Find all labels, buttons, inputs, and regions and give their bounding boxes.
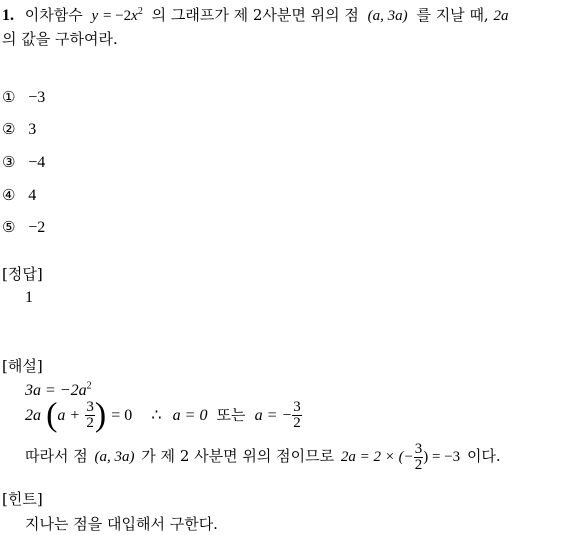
eq2-lead: 2a bbox=[25, 407, 41, 424]
choice-value: −2 bbox=[28, 219, 46, 236]
explanation-label: [해설] bbox=[2, 357, 43, 375]
choice-2[interactable] bbox=[2, 120, 36, 139]
function-eq: = −2 bbox=[102, 8, 132, 24]
eq2-a1-den: 2 bbox=[293, 415, 301, 431]
line3-num: 3 bbox=[414, 440, 423, 457]
line3-fraction bbox=[414, 442, 424, 473]
hint-label: [힌트] bbox=[2, 490, 43, 508]
eq2-inner: a + bbox=[57, 407, 81, 424]
question-point: (a, 3a) bbox=[367, 8, 408, 24]
choice-mark: ① bbox=[2, 88, 16, 106]
eq2-fraction-den: 2 bbox=[86, 415, 94, 431]
therefore-symbol: ∴ bbox=[151, 407, 162, 424]
question-number: 1. bbox=[2, 7, 14, 24]
hint-text: 지나는 점을 대입해서 구한다. bbox=[25, 515, 218, 533]
choice-value: 4 bbox=[28, 187, 37, 204]
right-paren: ) bbox=[94, 396, 107, 434]
question-line-1 bbox=[2, 4, 508, 25]
choice-value: −3 bbox=[28, 89, 46, 106]
choice-1[interactable] bbox=[2, 88, 45, 107]
line3-end: 이다. bbox=[466, 447, 501, 465]
line3-pre: 따라서 점 bbox=[25, 447, 88, 465]
line3-mid: 가 제 2 사분면 위의 점이므로 bbox=[141, 447, 335, 465]
left-paren: ( bbox=[46, 396, 58, 434]
choice-value: 3 bbox=[28, 121, 37, 138]
explanation-eq2 bbox=[25, 395, 302, 435]
eq2-or: 또는 bbox=[216, 406, 246, 424]
answer-label: [정답] bbox=[2, 265, 43, 283]
choice-value: −4 bbox=[28, 154, 46, 171]
eq2-a1: a = − bbox=[254, 407, 293, 424]
choice-mark: ④ bbox=[2, 186, 16, 204]
function-lhs: y bbox=[91, 8, 99, 24]
question-text-mid: 의 그래프가 제 2사분면 위의 점 bbox=[151, 6, 359, 24]
function-var: x bbox=[131, 8, 138, 24]
eq2-tail: = 0 bbox=[111, 407, 133, 424]
choice-4[interactable] bbox=[2, 186, 36, 205]
question-text-pre: 이차함수 bbox=[24, 6, 83, 24]
choice-mark: ③ bbox=[2, 153, 16, 171]
question-line-2 bbox=[2, 28, 118, 49]
eq2-a0: a = 0 bbox=[172, 407, 208, 424]
choice-mark: ⑤ bbox=[2, 218, 16, 236]
explanation-line3 bbox=[25, 436, 501, 476]
question-text-post: 를 지날 때, bbox=[416, 6, 489, 24]
line3-point: (a, 3a) bbox=[94, 449, 135, 465]
eq1-exp: 2 bbox=[86, 380, 92, 392]
choice-mark: ② bbox=[2, 120, 16, 138]
eq2-fraction bbox=[85, 400, 95, 431]
choice-3[interactable] bbox=[2, 153, 45, 172]
line3-math-a: 2a = 2 × (− bbox=[340, 449, 414, 465]
function-exp: 2 bbox=[137, 6, 143, 17]
answer-value: 1 bbox=[25, 289, 33, 306]
question-text-line2: 의 값을 구하여라. bbox=[2, 30, 118, 48]
eq2-fraction-num: 3 bbox=[86, 399, 94, 415]
line3-den: 2 bbox=[414, 456, 423, 473]
eq2-a1-fraction bbox=[292, 400, 302, 431]
choice-5[interactable] bbox=[2, 218, 45, 237]
line3-math-b: ) = −3 bbox=[423, 449, 461, 465]
question-target: 2a bbox=[493, 8, 509, 24]
eq2-a1-num: 3 bbox=[293, 399, 301, 415]
eq1-text: 3a = −2a bbox=[25, 382, 87, 399]
